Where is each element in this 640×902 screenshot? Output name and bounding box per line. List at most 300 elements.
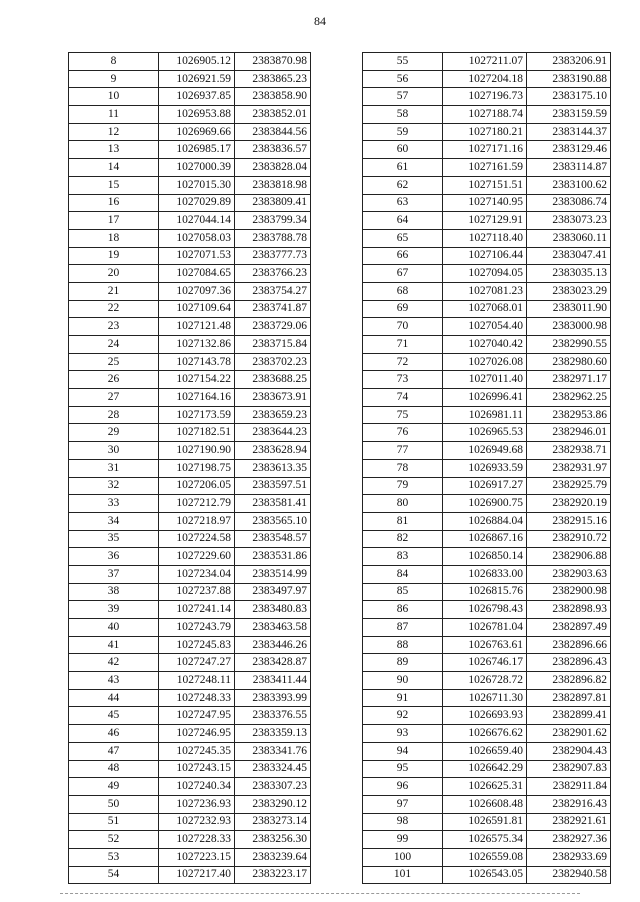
- table-row: [363, 212, 611, 230]
- x-coordinate-cell: 1026659.40: [443, 742, 527, 760]
- y-coordinate-cell: 2383273.14: [235, 813, 311, 831]
- point-number-cell: 54: [69, 866, 159, 884]
- y-coordinate-cell: 2383376.55: [235, 707, 311, 725]
- table-row: [69, 512, 311, 530]
- x-coordinate-cell: 1027190.90: [159, 442, 235, 460]
- point-number-cell: 32: [69, 477, 159, 495]
- point-number-cell: 40: [69, 619, 159, 637]
- x-coordinate-cell: 1027241.14: [159, 601, 235, 619]
- point-number-cell: 21: [69, 282, 159, 300]
- table-row: [69, 866, 311, 884]
- y-coordinate-cell: 2383514.99: [235, 565, 311, 583]
- y-coordinate-cell: 2382990.55: [527, 336, 611, 354]
- table-row: [363, 141, 611, 159]
- y-coordinate-cell: 2382980.60: [527, 353, 611, 371]
- point-number-cell: 34: [69, 512, 159, 530]
- point-number-cell: 19: [69, 247, 159, 265]
- point-number-cell: 43: [69, 672, 159, 690]
- x-coordinate-cell: 1027068.01: [443, 300, 527, 318]
- x-coordinate-cell: 1027229.60: [159, 548, 235, 566]
- y-coordinate-cell: 2383799.34: [235, 212, 311, 230]
- point-number-cell: 69: [363, 300, 443, 318]
- x-coordinate-cell: 1027180.21: [443, 123, 527, 141]
- x-coordinate-cell: 1027218.97: [159, 512, 235, 530]
- point-number-cell: 9: [69, 70, 159, 88]
- point-number-cell: 55: [363, 53, 443, 71]
- x-coordinate-cell: 1027109.64: [159, 300, 235, 318]
- point-number-cell: 94: [363, 742, 443, 760]
- point-number-cell: 101: [363, 866, 443, 884]
- x-coordinate-cell: 1027161.59: [443, 159, 527, 177]
- point-number-cell: 47: [69, 742, 159, 760]
- point-number-cell: 8: [69, 53, 159, 71]
- point-number-cell: 26: [69, 371, 159, 389]
- table-row: [363, 70, 611, 88]
- y-coordinate-cell: 2382940.58: [527, 866, 611, 884]
- y-coordinate-cell: 2382897.81: [527, 689, 611, 707]
- y-coordinate-cell: 2383531.86: [235, 548, 311, 566]
- table-row: [363, 459, 611, 477]
- y-coordinate-cell: 2383223.17: [235, 866, 311, 884]
- point-number-cell: 87: [363, 619, 443, 637]
- point-number-cell: 82: [363, 530, 443, 548]
- x-coordinate-cell: 1026711.30: [443, 689, 527, 707]
- point-number-cell: 24: [69, 336, 159, 354]
- point-number-cell: 92: [363, 707, 443, 725]
- point-number-cell: 79: [363, 477, 443, 495]
- table-row: [69, 389, 311, 407]
- point-number-cell: 97: [363, 795, 443, 813]
- table-row: [69, 601, 311, 619]
- x-coordinate-cell: 1026559.08: [443, 848, 527, 866]
- y-coordinate-cell: 2383129.46: [527, 141, 611, 159]
- x-coordinate-cell: 1027106.44: [443, 247, 527, 265]
- table-row: [69, 530, 311, 548]
- y-coordinate-cell: 2383446.26: [235, 636, 311, 654]
- x-coordinate-cell: 1027173.59: [159, 406, 235, 424]
- table-row: [363, 725, 611, 743]
- y-coordinate-cell: 2383023.29: [527, 282, 611, 300]
- x-coordinate-cell: 1027248.33: [159, 689, 235, 707]
- y-coordinate-cell: 2383754.27: [235, 282, 311, 300]
- x-coordinate-cell: 1026867.16: [443, 530, 527, 548]
- x-coordinate-cell: 1026969.66: [159, 123, 235, 141]
- y-coordinate-cell: 2382896.66: [527, 636, 611, 654]
- x-coordinate-cell: 1027245.83: [159, 636, 235, 654]
- y-coordinate-cell: 2382971.17: [527, 371, 611, 389]
- x-coordinate-cell: 1027206.05: [159, 477, 235, 495]
- y-coordinate-cell: 2383597.51: [235, 477, 311, 495]
- point-number-cell: 65: [363, 229, 443, 247]
- y-coordinate-cell: 2383788.78: [235, 229, 311, 247]
- point-number-cell: 49: [69, 778, 159, 796]
- x-coordinate-cell: 1027029.89: [159, 194, 235, 212]
- y-coordinate-cell: 2382933.69: [527, 848, 611, 866]
- y-coordinate-cell: 2383341.76: [235, 742, 311, 760]
- x-coordinate-cell: 1027097.36: [159, 282, 235, 300]
- y-coordinate-cell: 2383628.94: [235, 442, 311, 460]
- x-coordinate-cell: 1027015.30: [159, 176, 235, 194]
- table-row: [69, 300, 311, 318]
- table-row: [69, 672, 311, 690]
- table-row: [363, 318, 611, 336]
- x-coordinate-cell: 1027044.14: [159, 212, 235, 230]
- x-coordinate-cell: 1027234.04: [159, 565, 235, 583]
- point-number-cell: 27: [69, 389, 159, 407]
- x-coordinate-cell: 1027143.78: [159, 353, 235, 371]
- table-row: [363, 866, 611, 884]
- footer-divider: [60, 893, 580, 895]
- point-number-cell: 86: [363, 601, 443, 619]
- table-row: [363, 565, 611, 583]
- y-coordinate-cell: 2383324.45: [235, 760, 311, 778]
- table-row: [363, 300, 611, 318]
- x-coordinate-cell: 1026981.11: [443, 406, 527, 424]
- x-coordinate-cell: 1026728.72: [443, 672, 527, 690]
- y-coordinate-cell: 2382915.16: [527, 512, 611, 530]
- table-row: [363, 778, 611, 796]
- point-number-cell: 10: [69, 88, 159, 106]
- y-coordinate-cell: 2383428.87: [235, 654, 311, 672]
- y-coordinate-cell: 2383480.83: [235, 601, 311, 619]
- point-number-cell: 61: [363, 159, 443, 177]
- point-number-cell: 13: [69, 141, 159, 159]
- y-coordinate-cell: 2382910.72: [527, 530, 611, 548]
- y-coordinate-cell: 2383206.91: [527, 53, 611, 71]
- table-row: [69, 583, 311, 601]
- table-row: [69, 229, 311, 247]
- y-coordinate-cell: 2383256.30: [235, 831, 311, 849]
- y-coordinate-cell: 2383011.90: [527, 300, 611, 318]
- point-number-cell: 70: [363, 318, 443, 336]
- y-coordinate-cell: 2383818.98: [235, 176, 311, 194]
- x-coordinate-cell: 1027246.95: [159, 725, 235, 743]
- y-coordinate-cell: 2382897.49: [527, 619, 611, 637]
- table-row: [69, 778, 311, 796]
- table-row: [69, 88, 311, 106]
- x-coordinate-cell: 1026833.00: [443, 565, 527, 583]
- table-row: [363, 336, 611, 354]
- table-row: [363, 53, 611, 71]
- table-row: [69, 654, 311, 672]
- y-coordinate-cell: 2383060.11: [527, 229, 611, 247]
- table-row: [69, 548, 311, 566]
- point-number-cell: 35: [69, 530, 159, 548]
- point-number-cell: 74: [363, 389, 443, 407]
- table-row: [69, 707, 311, 725]
- y-coordinate-cell: 2382901.62: [527, 725, 611, 743]
- table-row: [363, 176, 611, 194]
- y-coordinate-cell: 2382953.86: [527, 406, 611, 424]
- point-number-cell: 50: [69, 795, 159, 813]
- table-row: [69, 282, 311, 300]
- y-coordinate-cell: 2383000.98: [527, 318, 611, 336]
- y-coordinate-cell: 2383828.04: [235, 159, 311, 177]
- table-row: [363, 282, 611, 300]
- x-coordinate-cell: 1027228.33: [159, 831, 235, 849]
- point-number-cell: 16: [69, 194, 159, 212]
- x-coordinate-cell: 1026625.31: [443, 778, 527, 796]
- y-coordinate-cell: 2382907.83: [527, 760, 611, 778]
- y-coordinate-cell: 2382920.19: [527, 495, 611, 513]
- table-row: [363, 795, 611, 813]
- point-number-cell: 58: [363, 106, 443, 124]
- table-row: [363, 601, 611, 619]
- x-coordinate-cell: 1027243.15: [159, 760, 235, 778]
- x-coordinate-cell: 1027224.58: [159, 530, 235, 548]
- table-row: [69, 106, 311, 124]
- table-row: [363, 619, 611, 637]
- y-coordinate-cell: 2383175.10: [527, 88, 611, 106]
- y-coordinate-cell: 2383836.57: [235, 141, 311, 159]
- y-coordinate-cell: 2382916.43: [527, 795, 611, 813]
- y-coordinate-cell: 2382938.71: [527, 442, 611, 460]
- y-coordinate-cell: 2382898.93: [527, 601, 611, 619]
- point-number-cell: 83: [363, 548, 443, 566]
- y-coordinate-cell: 2382896.82: [527, 672, 611, 690]
- y-coordinate-cell: 2382904.43: [527, 742, 611, 760]
- table-row: [363, 495, 611, 513]
- x-coordinate-cell: 1026921.59: [159, 70, 235, 88]
- y-coordinate-cell: 2383100.62: [527, 176, 611, 194]
- point-number-cell: 18: [69, 229, 159, 247]
- y-coordinate-cell: 2383702.23: [235, 353, 311, 371]
- table-row: [69, 689, 311, 707]
- x-coordinate-cell: 1026933.59: [443, 459, 527, 477]
- table-row: [363, 672, 611, 690]
- table-row: [69, 53, 311, 71]
- table-row: [69, 141, 311, 159]
- x-coordinate-cell: 1027237.88: [159, 583, 235, 601]
- table-row: [363, 760, 611, 778]
- point-number-cell: 75: [363, 406, 443, 424]
- point-number-cell: 77: [363, 442, 443, 460]
- point-number-cell: 59: [363, 123, 443, 141]
- y-coordinate-cell: 2383411.44: [235, 672, 311, 690]
- x-coordinate-cell: 1027140.95: [443, 194, 527, 212]
- x-coordinate-cell: 1026575.34: [443, 831, 527, 849]
- table-row: [363, 194, 611, 212]
- table-row: [363, 512, 611, 530]
- x-coordinate-cell: 1027171.16: [443, 141, 527, 159]
- x-coordinate-cell: 1027247.27: [159, 654, 235, 672]
- point-number-cell: 81: [363, 512, 443, 530]
- y-coordinate-cell: 2382925.79: [527, 477, 611, 495]
- point-number-cell: 30: [69, 442, 159, 460]
- x-coordinate-cell: 1026949.68: [443, 442, 527, 460]
- table-row: [363, 88, 611, 106]
- x-coordinate-cell: 1026591.81: [443, 813, 527, 831]
- x-coordinate-cell: 1027154.22: [159, 371, 235, 389]
- table-row: [69, 477, 311, 495]
- table-row: [363, 371, 611, 389]
- point-number-cell: 96: [363, 778, 443, 796]
- point-number-cell: 60: [363, 141, 443, 159]
- point-number-cell: 88: [363, 636, 443, 654]
- y-coordinate-cell: 2383086.74: [527, 194, 611, 212]
- point-number-cell: 45: [69, 707, 159, 725]
- point-number-cell: 28: [69, 406, 159, 424]
- y-coordinate-cell: 2383688.25: [235, 371, 311, 389]
- table-row: [69, 565, 311, 583]
- y-coordinate-cell: 2383190.88: [527, 70, 611, 88]
- x-coordinate-cell: 1027084.65: [159, 265, 235, 283]
- point-number-cell: 93: [363, 725, 443, 743]
- x-coordinate-cell: 1026798.43: [443, 601, 527, 619]
- y-coordinate-cell: 2383565.10: [235, 512, 311, 530]
- x-coordinate-cell: 1026608.48: [443, 795, 527, 813]
- x-coordinate-cell: 1027129.91: [443, 212, 527, 230]
- y-coordinate-cell: 2382906.88: [527, 548, 611, 566]
- x-coordinate-cell: 1026985.17: [159, 141, 235, 159]
- x-coordinate-cell: 1026746.17: [443, 654, 527, 672]
- point-number-cell: 84: [363, 565, 443, 583]
- x-coordinate-cell: 1026996.41: [443, 389, 527, 407]
- point-number-cell: 68: [363, 282, 443, 300]
- x-coordinate-cell: 1027188.74: [443, 106, 527, 124]
- table-row: [69, 371, 311, 389]
- point-number-cell: 22: [69, 300, 159, 318]
- x-coordinate-cell: 1027223.15: [159, 848, 235, 866]
- coordinates-table-right: [362, 52, 611, 884]
- x-coordinate-cell: 1027204.18: [443, 70, 527, 88]
- y-coordinate-cell: 2383858.90: [235, 88, 311, 106]
- table-row: [363, 831, 611, 849]
- point-number-cell: 89: [363, 654, 443, 672]
- table-row: [69, 459, 311, 477]
- table-row: [363, 406, 611, 424]
- table-row: [363, 123, 611, 141]
- table-row: [69, 194, 311, 212]
- table-row: [363, 247, 611, 265]
- table-row: [69, 353, 311, 371]
- table-row: [363, 477, 611, 495]
- table-row: [69, 70, 311, 88]
- y-coordinate-cell: 2382903.63: [527, 565, 611, 583]
- x-coordinate-cell: 1026815.76: [443, 583, 527, 601]
- y-coordinate-cell: 2382899.41: [527, 707, 611, 725]
- point-number-cell: 67: [363, 265, 443, 283]
- y-coordinate-cell: 2383359.13: [235, 725, 311, 743]
- x-coordinate-cell: 1027132.86: [159, 336, 235, 354]
- table-row: [363, 424, 611, 442]
- table-row: [69, 619, 311, 637]
- y-coordinate-cell: 2382946.01: [527, 424, 611, 442]
- table-row: [69, 760, 311, 778]
- y-coordinate-cell: 2383766.23: [235, 265, 311, 283]
- table-row: [69, 406, 311, 424]
- y-coordinate-cell: 2383581.41: [235, 495, 311, 513]
- x-coordinate-cell: 1027151.51: [443, 176, 527, 194]
- point-number-cell: 51: [69, 813, 159, 831]
- point-number-cell: 29: [69, 424, 159, 442]
- y-coordinate-cell: 2383393.99: [235, 689, 311, 707]
- coordinates-table-left: [68, 52, 311, 884]
- y-coordinate-cell: 2383114.87: [527, 159, 611, 177]
- table-row: [363, 159, 611, 177]
- point-number-cell: 91: [363, 689, 443, 707]
- point-number-cell: 11: [69, 106, 159, 124]
- point-number-cell: 73: [363, 371, 443, 389]
- x-coordinate-cell: 1027011.40: [443, 371, 527, 389]
- table-row: [69, 636, 311, 654]
- x-coordinate-cell: 1027196.73: [443, 88, 527, 106]
- x-coordinate-cell: 1027000.39: [159, 159, 235, 177]
- table-row: [363, 742, 611, 760]
- point-number-cell: 33: [69, 495, 159, 513]
- point-number-cell: 62: [363, 176, 443, 194]
- y-coordinate-cell: 2383865.23: [235, 70, 311, 88]
- y-coordinate-cell: 2382931.97: [527, 459, 611, 477]
- point-number-cell: 25: [69, 353, 159, 371]
- table-row: [69, 159, 311, 177]
- point-number-cell: 41: [69, 636, 159, 654]
- y-coordinate-cell: 2382896.43: [527, 654, 611, 672]
- table-row: [363, 654, 611, 672]
- table-row: [69, 848, 311, 866]
- x-coordinate-cell: 1027248.11: [159, 672, 235, 690]
- point-number-cell: 52: [69, 831, 159, 849]
- page-number: 84: [314, 14, 326, 28]
- table-row: [363, 636, 611, 654]
- table-row: [69, 831, 311, 849]
- table-row: [363, 707, 611, 725]
- table-row: [363, 229, 611, 247]
- x-coordinate-cell: 1027182.51: [159, 424, 235, 442]
- table-row: [363, 813, 611, 831]
- table-row: [69, 725, 311, 743]
- table-row: [69, 495, 311, 513]
- y-coordinate-cell: 2383809.41: [235, 194, 311, 212]
- point-number-cell: 15: [69, 176, 159, 194]
- point-number-cell: 57: [363, 88, 443, 106]
- point-number-cell: 98: [363, 813, 443, 831]
- x-coordinate-cell: 1027236.93: [159, 795, 235, 813]
- x-coordinate-cell: 1027232.93: [159, 813, 235, 831]
- y-coordinate-cell: 2383548.57: [235, 530, 311, 548]
- x-coordinate-cell: 1026900.75: [443, 495, 527, 513]
- point-number-cell: 53: [69, 848, 159, 866]
- y-coordinate-cell: 2383741.87: [235, 300, 311, 318]
- x-coordinate-cell: 1027217.40: [159, 866, 235, 884]
- y-coordinate-cell: 2383852.01: [235, 106, 311, 124]
- x-coordinate-cell: 1026781.04: [443, 619, 527, 637]
- table-row: [69, 123, 311, 141]
- x-coordinate-cell: 1027164.16: [159, 389, 235, 407]
- y-coordinate-cell: 2383463.58: [235, 619, 311, 637]
- point-number-cell: 44: [69, 689, 159, 707]
- x-coordinate-cell: 1027058.03: [159, 229, 235, 247]
- table-row: [363, 265, 611, 283]
- y-coordinate-cell: 2383729.06: [235, 318, 311, 336]
- point-number-cell: 100: [363, 848, 443, 866]
- table-row: [69, 795, 311, 813]
- table-row: [363, 583, 611, 601]
- table-row: [363, 353, 611, 371]
- x-coordinate-cell: 1027247.95: [159, 707, 235, 725]
- point-number-cell: 78: [363, 459, 443, 477]
- x-coordinate-cell: 1026763.61: [443, 636, 527, 654]
- y-coordinate-cell: 2382927.36: [527, 831, 611, 849]
- point-number-cell: 72: [363, 353, 443, 371]
- point-number-cell: 64: [363, 212, 443, 230]
- y-coordinate-cell: 2382900.98: [527, 583, 611, 601]
- x-coordinate-cell: 1027026.08: [443, 353, 527, 371]
- point-number-cell: 56: [363, 70, 443, 88]
- point-number-cell: 66: [363, 247, 443, 265]
- x-coordinate-cell: 1027081.23: [443, 282, 527, 300]
- point-number-cell: 99: [363, 831, 443, 849]
